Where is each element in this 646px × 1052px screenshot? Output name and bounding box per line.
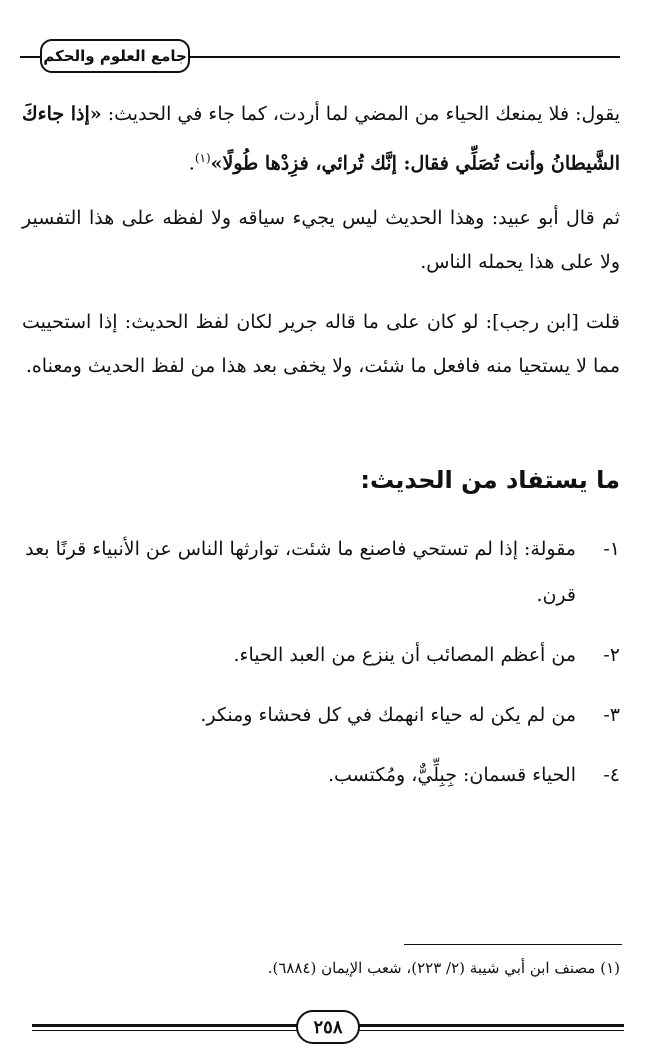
list-item	[22, 692, 620, 738]
benefits-list	[22, 526, 620, 798]
footnote-separator	[404, 944, 622, 945]
list-item-number: ٤-	[603, 764, 620, 786]
list-item-text: من لم يكن له حياء انهمك في كل فحشاء ومنكر.	[200, 704, 576, 726]
paragraph-2: ثم قال أبو عبيد: وهذا الحديث ليس يجيء سياقه ولا لفظه على هذا التفسير ولا على هذا يحمله الناس.	[22, 207, 620, 273]
page-number: ٢٥٨	[296, 1010, 360, 1044]
header-rule-right	[190, 56, 620, 58]
list-item	[22, 632, 620, 678]
list-item	[22, 526, 620, 618]
footnote-ref: (١)	[194, 151, 211, 165]
running-header-title: جامع العلوم والحكم	[40, 39, 190, 73]
list-item-number: ١-	[603, 538, 620, 560]
list-item-text: الحياء قسمان: جِبِلِّيٌّ، ومُكتسب.	[327, 764, 576, 786]
hadith-quote: «إذا جاءكَ الشَّيطانُ وأنت تُصَلِّي فقال: إنَّك تُرائي، فزِدْها طُولًا»	[22, 103, 620, 175]
list-item-number: ٣-	[603, 704, 620, 726]
paragraph-1: يقول: فلا يمنعك الحياء من المضي لما أردت، كما جاء في الحديث: «إذا جاءكَ الشَّيطانُ وأنت تُصَلِّي فقال: إنَّك تُرائي، فزِدْها طُولًا»$^{(١)}$.	[22, 103, 620, 175]
list-item-number: ٢-	[603, 644, 620, 666]
paragraph-3: قلت [ابن رجب]: لو كان على ما قاله جرير لكان لفظ الحديث: إذا استحييت مما لا يستحيا منه فافعل ما شئت، ولا يخفى بعد هذا من لفظ الحديث ومعناه.	[22, 311, 620, 377]
section-heading: ما يستفاد من الحديث:	[360, 466, 620, 494]
list-item	[22, 752, 620, 798]
list-item-text: من أعظم المصائب أن ينزع من العبد الحياء.	[233, 644, 576, 666]
header-rule-left	[20, 56, 42, 58]
paragraph-1-intro: يقول: فلا يمنعك الحياء من المضي لما أردت، كما جاء في الحديث:	[107, 103, 620, 125]
list-item-text: مقولة: إذا لم تستحي فاصنع ما شئت، توارثها الناس عن الأنبياء قرنًا بعد قرن.	[25, 538, 576, 606]
footnote: (١) مصنف ابن أبي شيبة (٢/ ٢٢٣)، شعب الإيمان (٦٨٨٤).	[267, 959, 620, 977]
